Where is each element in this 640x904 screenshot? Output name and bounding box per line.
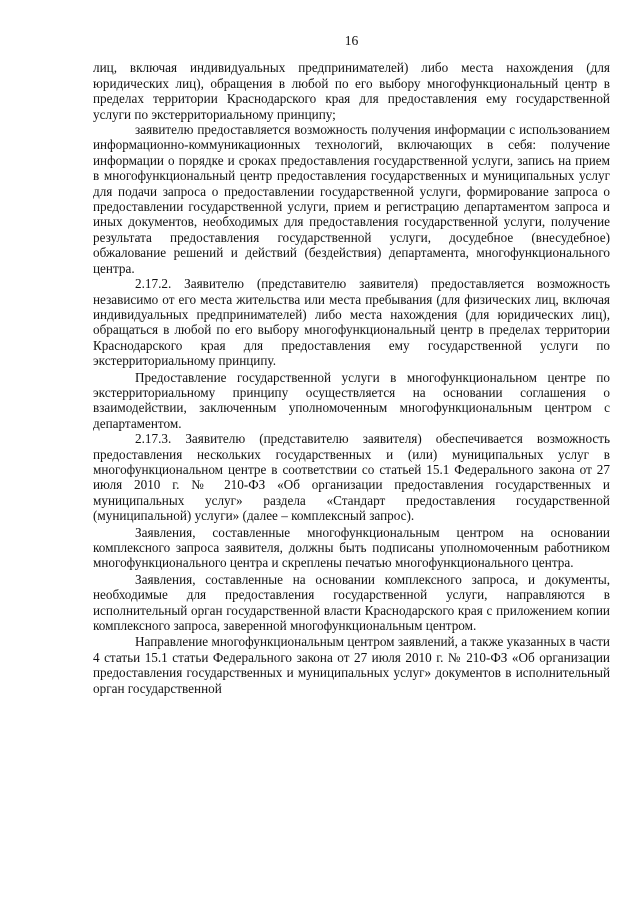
paragraph-documents-sent: Заявления, составленные на основании комплексного запроса, и документы, необходимые для предоставления государственной услуги, направляются в исполнительный орган государственной власти Краснодарского края с приложением копии комплексного запроса, заверенной многофункциональным центром.	[93, 571, 610, 634]
paragraph-continuation: лиц, включая индивидуальных предпринимателей) либо места нахождения (для юридических лиц), обращения в любой по его выбору многофункциональный центр в пределах территории Краснодарского края для предоставления ему государственной услуги по экстерриториальному принципу;	[93, 60, 610, 122]
page-number: 16	[344, 33, 359, 48]
paragraph-2-17-3: 2.17.3. Заявителю (представителю заявителя) обеспечивается возможность предоставления нескольких государственных и (или) муниципальных услуг в многофункциональном центре в соответствии со статьей 15.1 Федерального закона от 27 июля 2010 г. № 210-ФЗ «Об организации предоставления государственных и муниципальных услуг» раздела «Стандарт предоставления государственной (муниципальной) услуги» (далее – комплексный запрос).	[93, 431, 610, 524]
paragraph-direction: Направление многофункциональным центром заявлений, а также указанных в части 4 статьи 15.1 статьи Федерального закона от 27 июля 2010 г. № 210-ФЗ «Об организации предоставления государственных и муниципальных услуг» документов в исполнительный орган государственной	[93, 634, 610, 696]
paragraph-2-17-2: 2.17.2. Заявителю (представителю заявителя) предоставляется возможность независимо от его места жительства или места пребывания (для физических лиц, включая индивидуальных предпринимателей) либо места нахождения (для юридических лиц), обращаться в любой по его выбору многофункциональный центр в пределах территории Краснодарского края для предоставления ему государственной услуги по экстерриториальному принципу.	[93, 276, 610, 369]
paragraph-signed-applications: Заявления, составленные многофункциональным центром на основании комплексного запроса заявителя, должны быть подписаны уполномоченным работником многофункционального центра и скреплены печатью многофункционального центра.	[93, 524, 610, 571]
paragraph-info-access: заявителю предоставляется возможность получения информации с использованием информационно-коммуникационных технологий, включающих в себя: получение информации о порядке и сроках предоставления государственной услуги, запись на прием в многофункциональный центр предоставления государственных и муниципальных услуг для подачи запроса о предоставлении государственной услуги, формирование запроса о предоставлении государственной услуги, прием и регистрацию департаментом запроса и иных документов, необходимых для предоставления государственной услуги, получение результата предоставления государственной услуги, досудебное (внесудебное) обжалование решений и действий (бездействия) департамента, многофункционального центра.	[93, 122, 610, 276]
paragraph-extraterritorial: Предоставление государственной услуги в многофункциональном центре по экстерриториальному принципу осуществляется на основании соглашения о взаимодействии, заключенным уполномоченным многофункциональным центром с департаментом.	[93, 369, 610, 431]
